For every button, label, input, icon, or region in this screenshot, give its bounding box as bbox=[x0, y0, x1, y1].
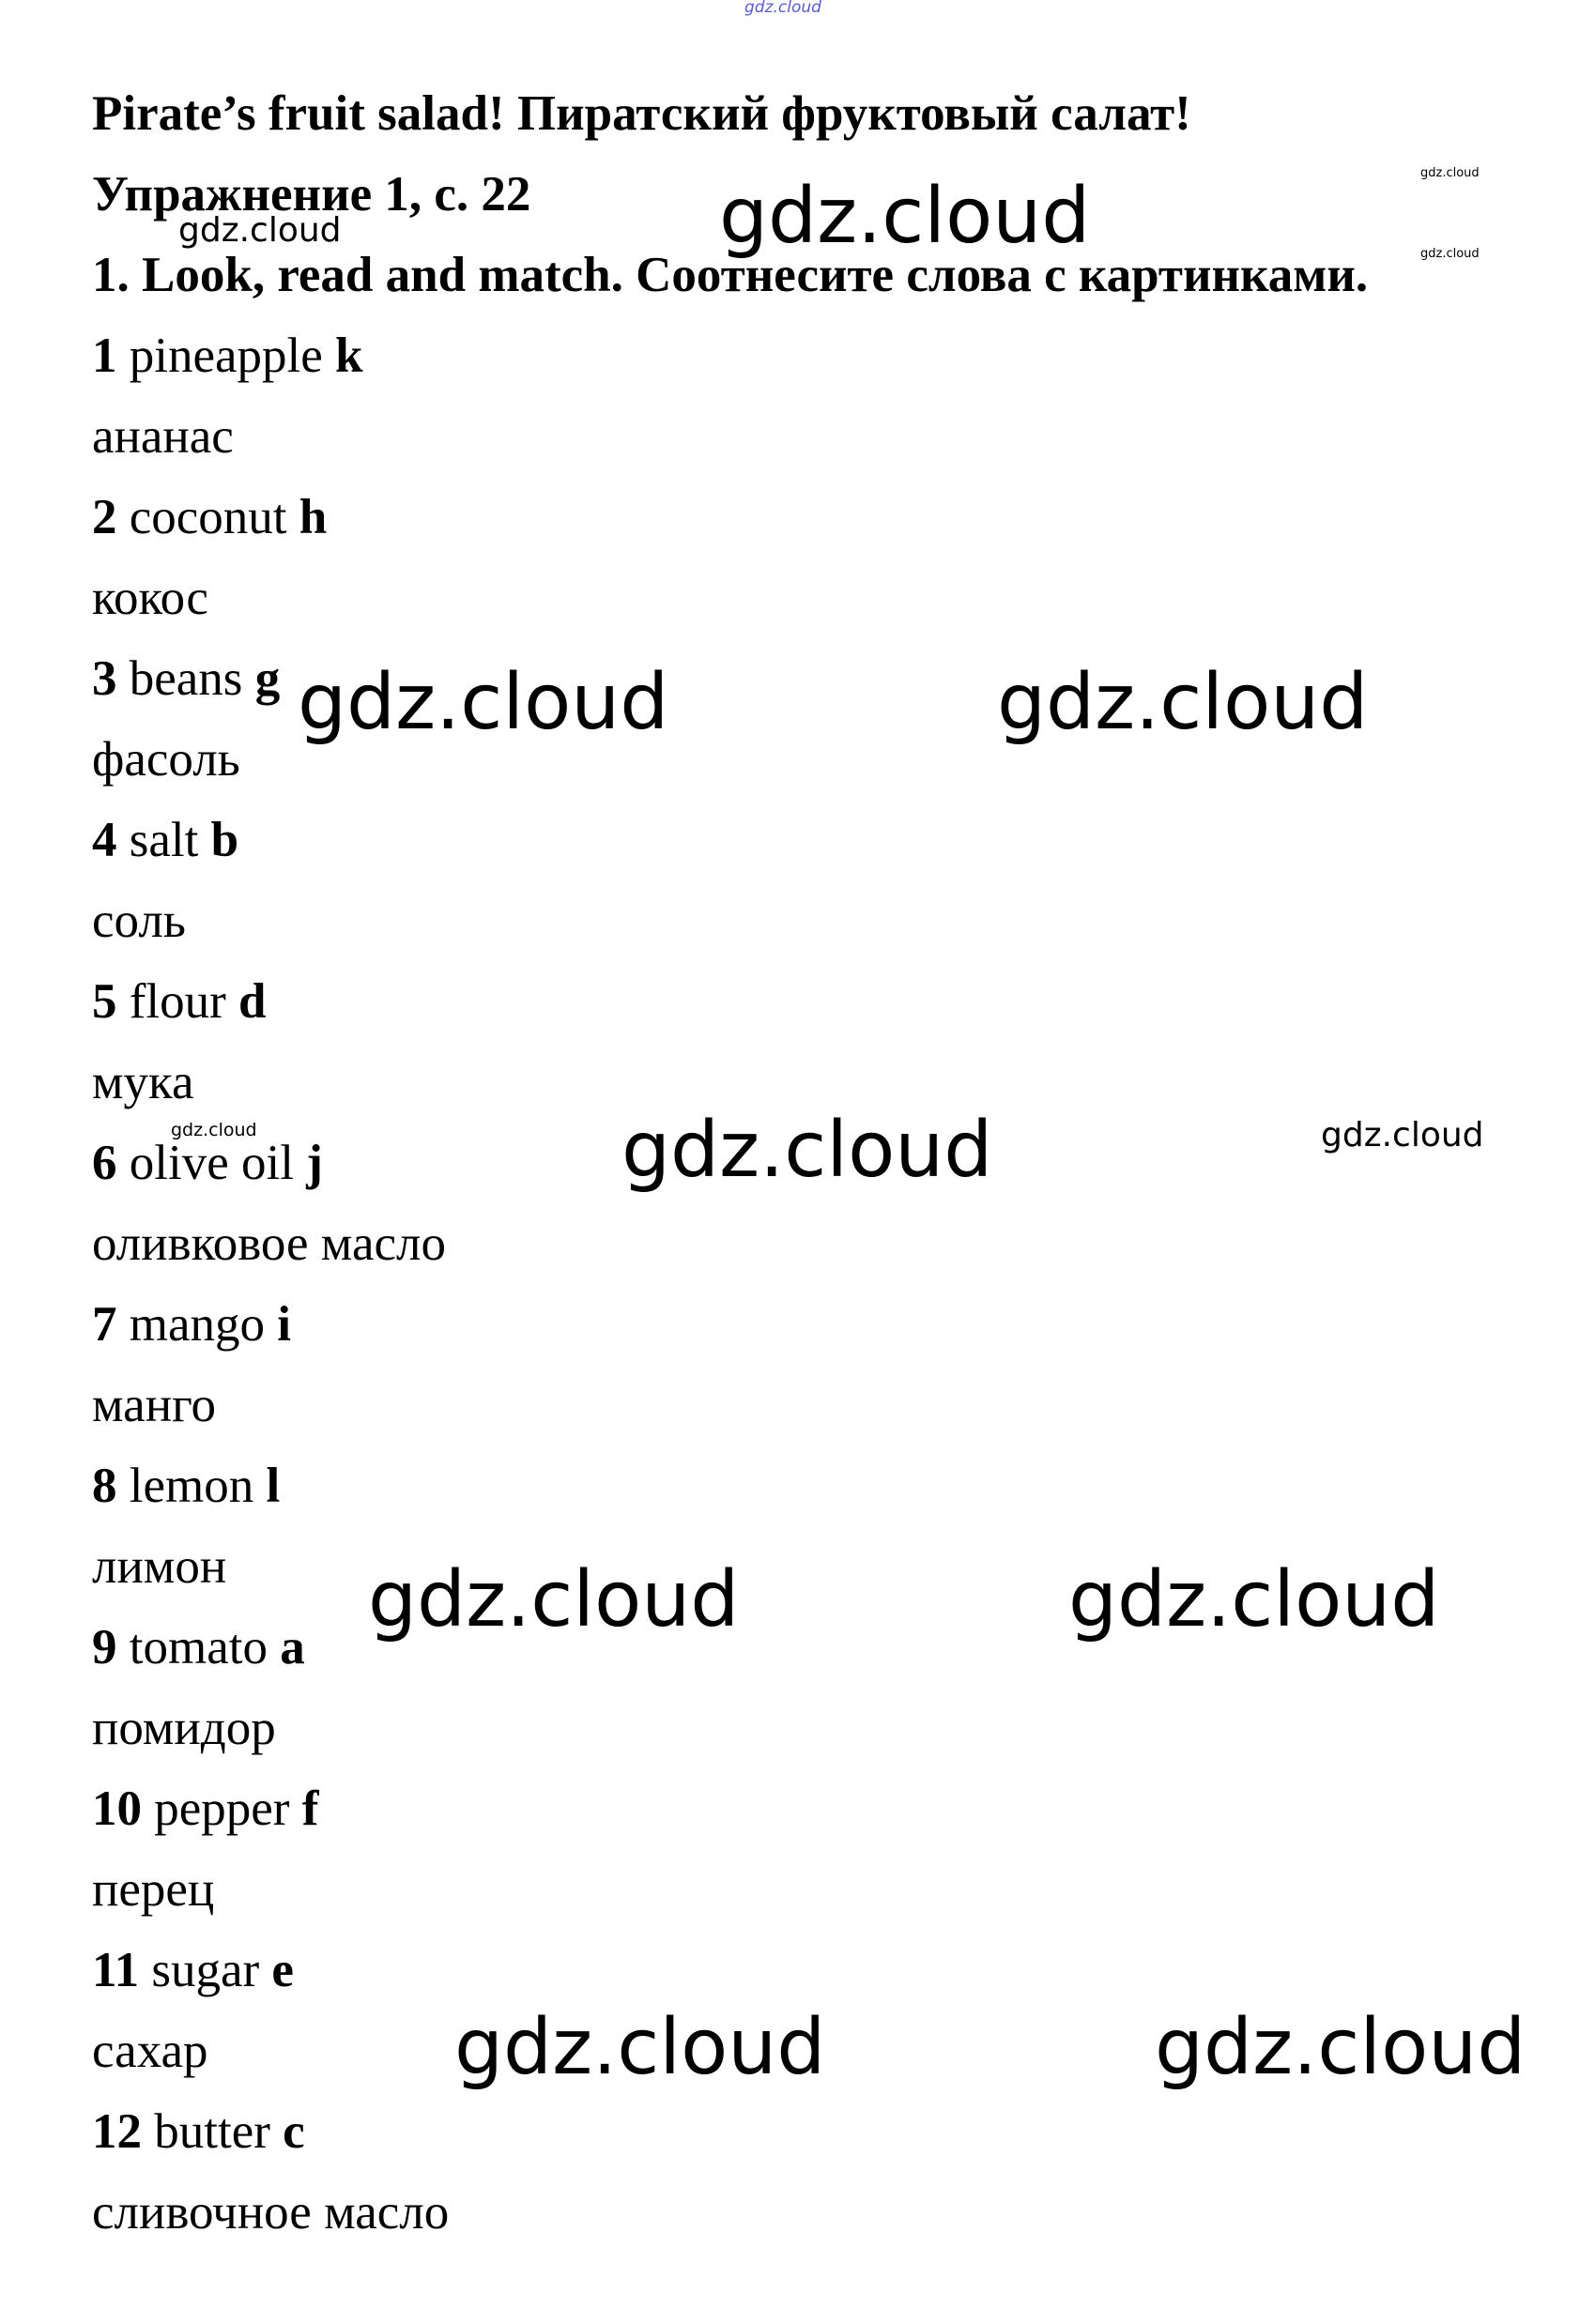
item-number: 7 bbox=[92, 1297, 117, 1352]
item-number: 11 bbox=[92, 1943, 140, 1997]
item-word: pineapple bbox=[129, 329, 323, 383]
item-translation: помидор bbox=[92, 1701, 276, 1755]
watermark: gdz.cloud bbox=[368, 1555, 740, 1644]
watermark: gdz.cloud bbox=[298, 658, 669, 747]
list-item bbox=[92, 1619, 305, 1675]
list-item bbox=[92, 973, 267, 1030]
item-word: salt bbox=[129, 813, 199, 867]
item-number: 12 bbox=[92, 2104, 142, 2159]
item-translation: соль bbox=[92, 894, 186, 948]
watermark: gdz.cloud bbox=[1321, 1116, 1484, 1154]
list-item bbox=[92, 1458, 280, 1514]
watermark: gdz.cloud bbox=[719, 172, 1091, 261]
list-item bbox=[92, 489, 327, 545]
item-number: 5 bbox=[92, 974, 117, 1029]
item-letter: c bbox=[283, 2104, 305, 2159]
item-translation: сахар bbox=[92, 2024, 208, 2078]
watermark-top: gdz.cloud bbox=[744, 0, 821, 17]
list-item bbox=[92, 1135, 323, 1191]
watermark: gdz.cloud bbox=[171, 1120, 257, 1140]
task-instruction: 1. Look, read and match. Соотнесите слова с картинками. bbox=[92, 248, 1369, 302]
list-item bbox=[92, 1781, 318, 1837]
page-title: Pirate’s fruit salad! Пиратский фруктовый салат! bbox=[92, 86, 1191, 141]
item-number: 8 bbox=[92, 1459, 117, 1513]
item-word: lemon bbox=[129, 1459, 254, 1513]
list-item bbox=[92, 1296, 291, 1353]
item-number: 4 bbox=[92, 813, 117, 867]
item-translation: лимон bbox=[92, 1539, 227, 1594]
watermark: gdz.cloud bbox=[1420, 166, 1480, 180]
watermark: gdz.cloud bbox=[621, 1106, 993, 1195]
item-translation: фасоль bbox=[92, 732, 240, 787]
watermark: gdz.cloud bbox=[178, 211, 342, 250]
item-word: olive oil bbox=[129, 1136, 294, 1190]
item-translation: кокос bbox=[92, 571, 208, 625]
item-letter: j bbox=[306, 1136, 323, 1190]
item-number: 6 bbox=[92, 1136, 117, 1190]
watermark: gdz.cloud bbox=[1155, 2003, 1526, 2092]
item-translation: сливочное масло bbox=[92, 2185, 450, 2240]
item-word: mango bbox=[129, 1297, 265, 1352]
item-number: 1 bbox=[92, 329, 117, 383]
item-word: pepper bbox=[154, 1781, 290, 1836]
item-word: sugar bbox=[151, 1943, 260, 1997]
item-letter: a bbox=[280, 1620, 305, 1674]
list-item bbox=[92, 1942, 294, 1998]
list-item bbox=[92, 650, 280, 707]
item-number: 3 bbox=[92, 651, 117, 706]
exercise-heading: Упражнение 1, с. 22 bbox=[92, 167, 531, 222]
list-item bbox=[92, 812, 238, 868]
item-word: beans bbox=[129, 651, 243, 706]
item-letter: k bbox=[335, 329, 363, 383]
item-translation: оливковое масло bbox=[92, 1216, 446, 1271]
item-letter: f bbox=[301, 1781, 319, 1836]
watermark: gdz.cloud bbox=[1420, 247, 1480, 261]
item-word: butter bbox=[154, 2104, 270, 2159]
item-letter: l bbox=[266, 1459, 281, 1513]
watermark: gdz.cloud bbox=[1068, 1555, 1440, 1644]
item-number: 2 bbox=[92, 490, 117, 544]
list-item bbox=[92, 2103, 305, 2160]
item-letter: d bbox=[238, 974, 267, 1029]
item-word: tomato bbox=[129, 1620, 268, 1674]
item-letter: i bbox=[277, 1297, 291, 1352]
item-word: flour bbox=[129, 974, 226, 1029]
item-letter: h bbox=[299, 490, 328, 544]
item-translation: ананас bbox=[92, 409, 234, 464]
item-number: 9 bbox=[92, 1620, 117, 1674]
watermark: gdz.cloud bbox=[997, 658, 1369, 747]
list-item bbox=[92, 328, 363, 384]
item-letter: b bbox=[210, 813, 239, 867]
item-letter: e bbox=[271, 1943, 294, 1997]
item-letter: g bbox=[254, 651, 281, 706]
item-translation: перец bbox=[92, 1862, 215, 1917]
watermark: gdz.cloud bbox=[454, 2003, 826, 2092]
item-number: 10 bbox=[92, 1781, 142, 1836]
item-translation: мука bbox=[92, 1055, 194, 1109]
item-translation: манго bbox=[92, 1378, 216, 1432]
item-word: coconut bbox=[129, 490, 287, 544]
